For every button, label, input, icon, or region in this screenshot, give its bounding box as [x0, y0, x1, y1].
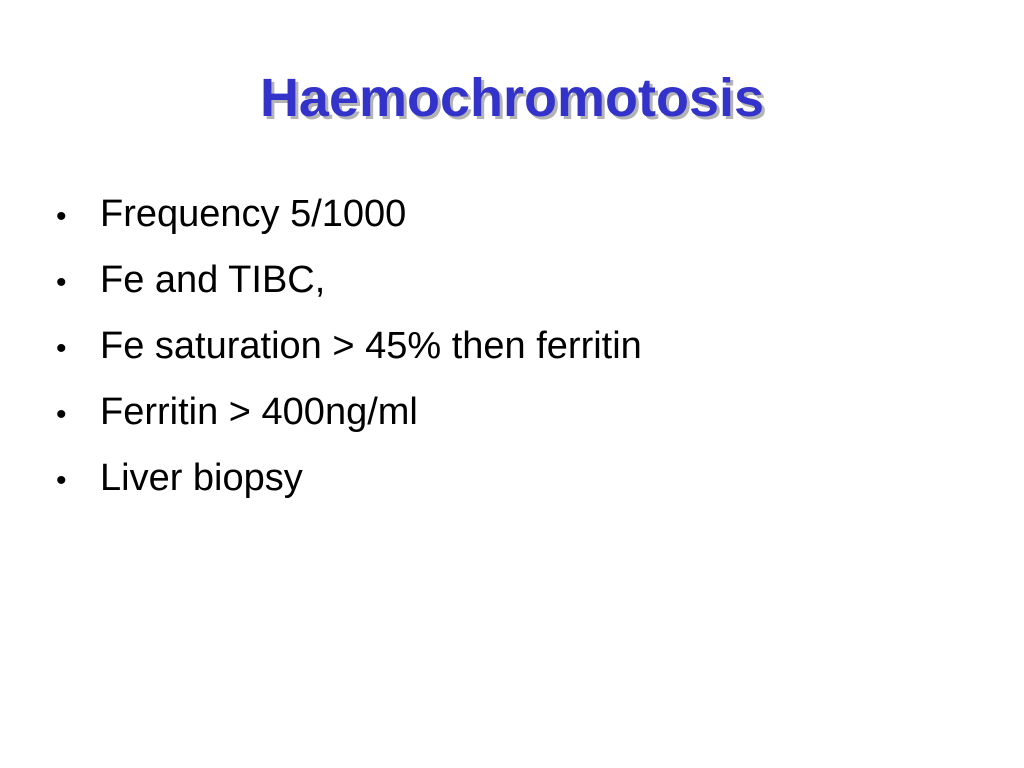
bullet-list: [56, 190, 976, 520]
bullet-text: Ferritin > 400ng/ml: [100, 391, 418, 433]
bullet-icon: •: [56, 398, 67, 431]
bullet-item: [56, 388, 976, 454]
bullet-item: [56, 322, 976, 388]
bullet-text: Fe and TIBC,: [100, 259, 326, 301]
bullet-item: [56, 454, 976, 520]
bullet-icon: •: [56, 464, 67, 497]
bullet-text: Fe saturation > 45% then ferritin: [100, 325, 642, 367]
bullet-item: [56, 190, 976, 256]
bullet-text: Liver biopsy: [100, 457, 303, 499]
bullet-icon: •: [56, 332, 67, 365]
slide-title: Haemochromotosis: [259, 68, 765, 128]
bullet-text: Frequency 5/1000: [100, 193, 407, 235]
bullet-icon: •: [56, 266, 67, 299]
bullet-icon: •: [56, 200, 67, 233]
bullet-item: [56, 256, 976, 322]
